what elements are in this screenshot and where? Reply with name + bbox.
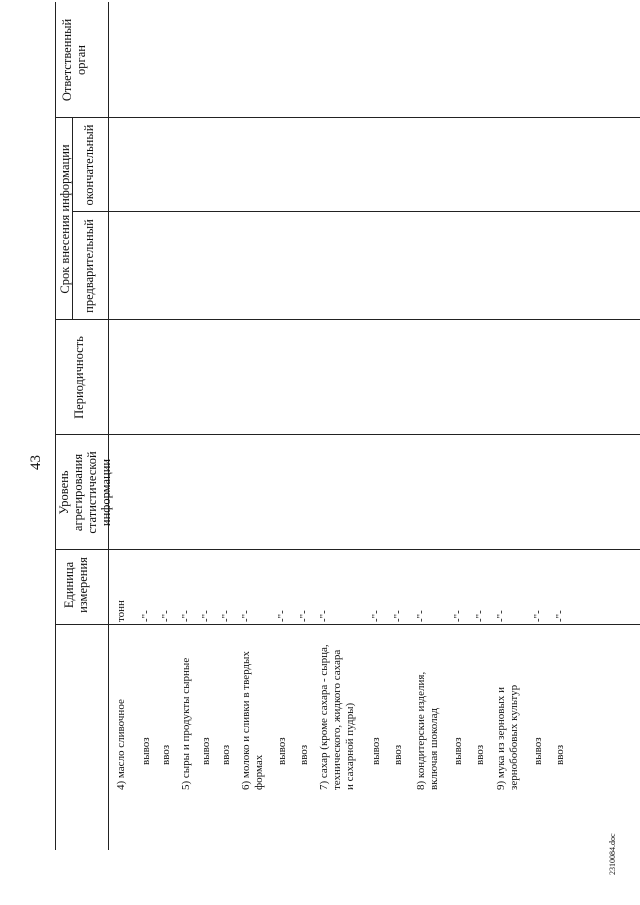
footer-filename: 2310084.doc xyxy=(608,833,617,875)
page-number: 43 xyxy=(28,455,44,470)
deadline-sub-rule xyxy=(72,118,73,320)
header-responsible: Ответственный орган xyxy=(60,18,88,102)
header-level: Уровень агрегирования статистической информации xyxy=(57,451,113,534)
col-divider-6 xyxy=(55,117,640,118)
table-top-rule xyxy=(55,2,56,850)
col-divider-2 xyxy=(55,549,640,550)
header-bottom-rule xyxy=(108,2,109,850)
col-divider-1 xyxy=(55,624,640,625)
rotated-page: 43 Единица измерения Уровень агрегирования статистической информации Периодичность Срок внесения информации предварительный окончательный Ответственный орган 4) масло сливочное тонн вывоз -"- ввоз -"- 5) сыры и продукты сырные -"- вывоз -"- ввоз -"- 6) молоко и сливки в твердых -"- формах вывоз -"- ввоз -"- 7) сахар (кроме сахара - сырца, -"- технического, жидкого сахара и сахарной пудры) вывоз -"- ввоз -"- 8) кондитерские изделия, -"- включая шоколад вывоз -"- ввоз -"- 9) мука из зерновых и -"- зернобобовых культур вывоз -"- ввоз -"- 2310084.doc xyxy=(0,0,640,905)
col-divider-3 xyxy=(55,434,640,435)
header-unit: Единица измерения xyxy=(62,557,90,613)
header-final: окончательный xyxy=(82,124,96,206)
header-period: Периодичность xyxy=(72,336,86,419)
header-deadline: Срок внесения информации xyxy=(58,144,72,294)
col-divider-5 xyxy=(72,211,640,212)
header-preliminary: предварительный xyxy=(82,219,96,313)
col-divider-4 xyxy=(55,319,640,320)
